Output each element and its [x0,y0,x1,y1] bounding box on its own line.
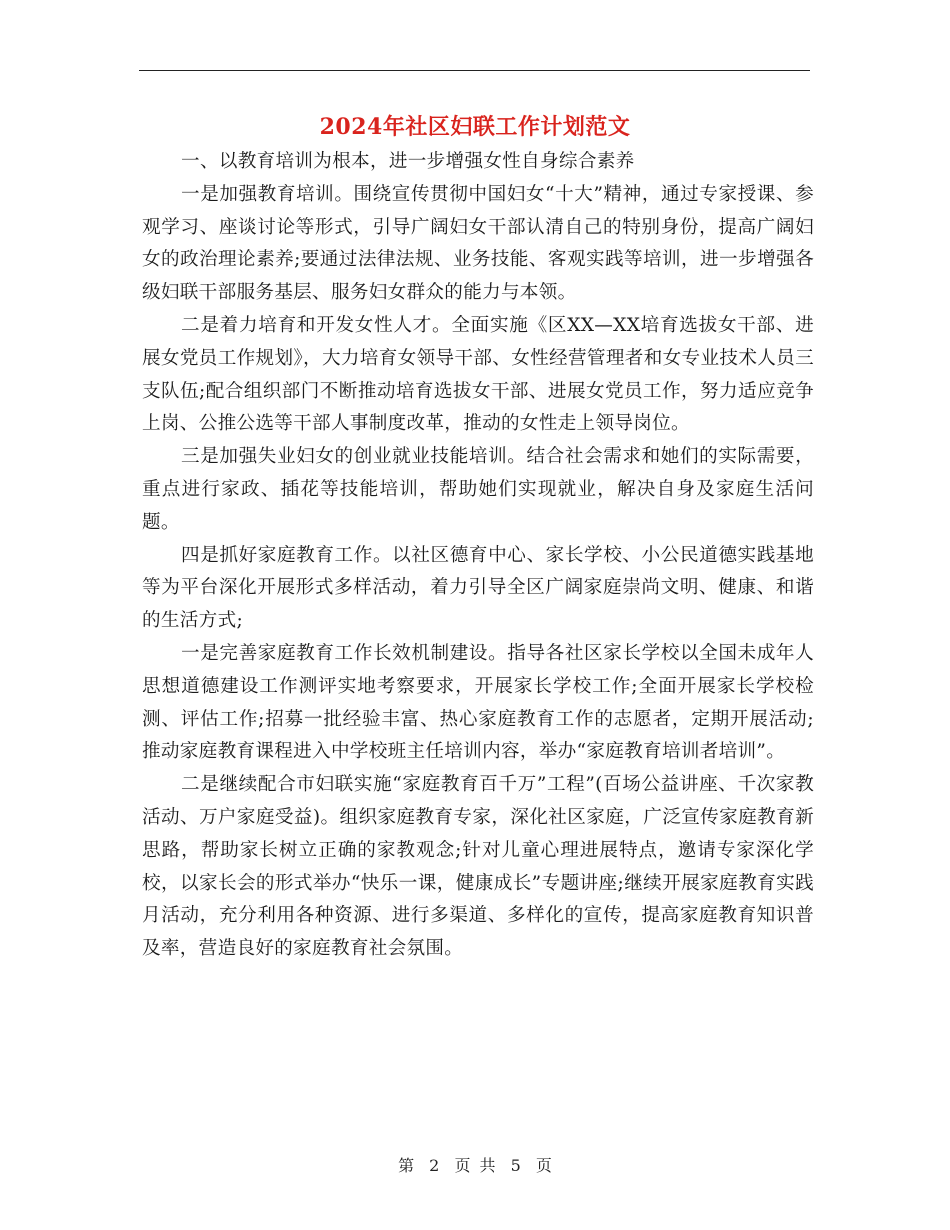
page-footer [0,1153,950,1176]
footer-suffix: 页 [535,1156,552,1175]
footer-mid: 页 共 [454,1156,496,1175]
header-rule [139,70,810,71]
paragraph: 三是加强失业妇女的创业就业技能培训。结合社会需求和她们的实际需要，重点进行家政、插花等技能培训，帮助她们实现就业，解决自身及家庭生活问题。 [142,446,814,533]
paragraph: 一是加强教育培训。围绕宣传贯彻中国妇女“十大”精神，通过专家授课、参观学习、座谈讨论等形式，引导广阔妇女干部认清自己的特别身份，提高广阔妇女的政治理论素养;要通过法律法规、业务技能、客观实践等培训，进一步增强各级妇联干部服务基层、服务妇女群众的能力与本领。 [142,183,814,304]
document-title: 2024年社区妇联工作计划范文 [319,114,631,140]
paragraph: 二是继续配合市妇联实施“家庭教育百千万”工程”(百场公益讲座、千次家教活动、万户家庭受益)。组织家庭教育专家，深化社区家庭，广泛宣传家庭教育新思路，帮助家长树立正确的家教观念;针对儿童心理进展特点，邀请专家深化学校，以家长会的形式举办“快乐一课，健康成长”专题讲座;继续开展家庭教育实践月活动，充分利用各种资源、进行多渠道、多样化的宣传，提高家庭教育知识普及率，营造良好的家庭教育社会氛围。 [142,774,814,960]
page-total: 5 [510,1156,521,1175]
paragraph: 二是着力培育和开发女性人才。全面实施《区XX—XX培育选拔女干部、进展女党员工作规划》，大力培育女领导干部、女性经营管理者和女专业技术人员三支队伍;配合组织部门不断推动培育选拔女干部、进展女党员工作，努力适应竞争上岗、公推公选等干部人事制度改革，推动的女性走上领导岗位。 [142,314,814,435]
document-body [142,146,814,966]
paragraph: 四是抓好家庭教育工作。以社区德育中心、家长学校、小公民道德实践基地等为平台深化开展形式多样活动，着力引导全区广阔家庭崇尚文明、健康、和谐的生活方式; [142,544,814,632]
section-heading: 一、以教育培训为根本，进一步增强女性自身综合素养 [181,151,635,172]
page-number: 2 [429,1156,440,1175]
footer-prefix: 第 [398,1156,415,1175]
paragraph: 一是完善家庭教育工作长效机制建设。指导各社区家长学校以全国未成年人思想道德建设工作测评实地考察要求，开展家长学校工作;全面开展家长学校检测、评估工作;招募一批经验丰富、热心家庭教育工作的志愿者，定期开展活动;推动家庭教育课程进入中学校班主任培训内容，举办“家庭教育培训者培训”。 [142,642,814,763]
